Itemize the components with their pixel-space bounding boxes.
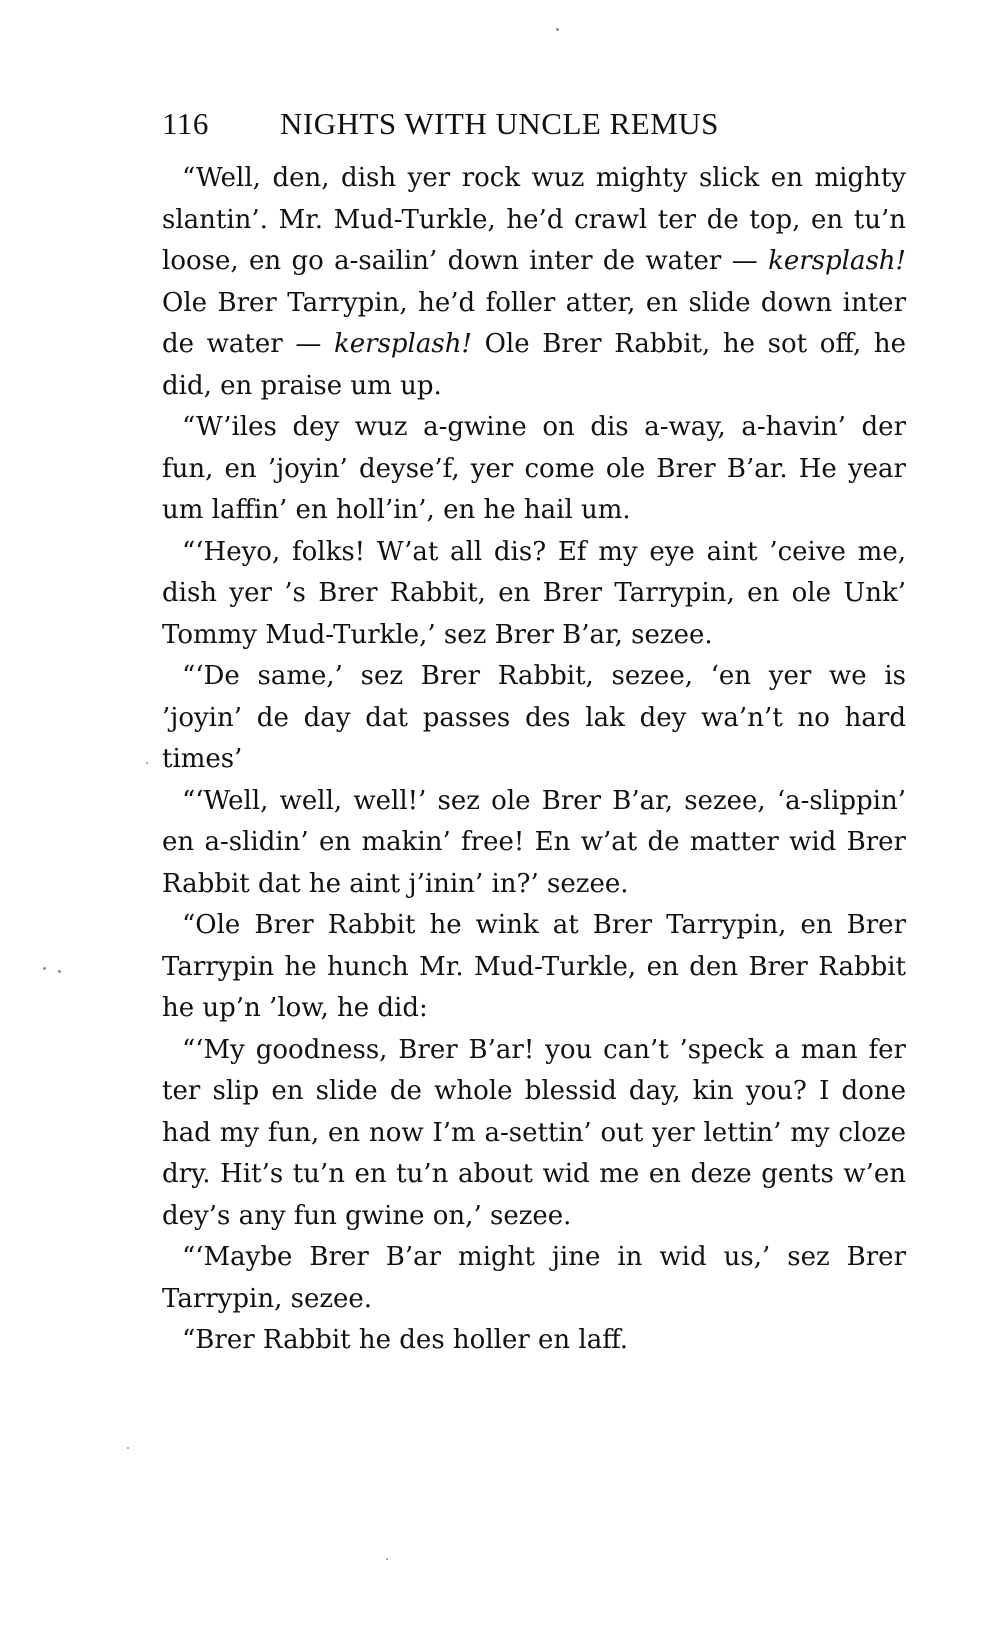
page-number: 116 xyxy=(162,106,209,141)
scan-speck-top xyxy=(556,28,559,31)
scan-speck-lower-2 xyxy=(386,1558,388,1560)
kersplash-emphasis-2: kersplash! xyxy=(334,329,472,359)
scan-speck-left-2 xyxy=(58,970,61,973)
paragraph-1 xyxy=(162,158,906,407)
running-title: NIGHTS WITH UNCLE REMUS xyxy=(280,106,719,141)
scan-speck-margin-1 xyxy=(146,762,148,764)
running-head xyxy=(162,106,802,150)
paragraph-4: “‘De same,’ sez Brer Rabbit, sezee, ‘en yer we is ’joyin’ de day dat passes des lak dey wa’n’t no hard times’ xyxy=(162,661,906,774)
paragraph-1-text-start: “Well, den, dish yer rock wuz mighty slick en mighty slantin’. Mr. Mud-Turkle, he’d crawl ter de top, en tu’n loose, en go a-sailin’ down inter de water — xyxy=(162,163,906,276)
paragraph-5: “‘Well, well, well!’ sez ole Brer B’ar, sezee, ‘a-slippin’ en a-slidin’ en makin’ free! En w’at de matter wid Brer Rabbit dat he aint j’inin’ in?’ sezee. xyxy=(162,785,906,899)
paragraph-1-text-middle: Ole Brer Tarrypin, he’d foller atter, en slide down inter de water — xyxy=(162,287,906,359)
scan-speck-lower-1 xyxy=(127,1447,129,1449)
paragraph-7: “‘My goodness, Brer B’ar! you can’t ’speck a man fer ter slip en slide de whole blessid day, kin you? I done had my fun, en now I’m a-settin’ out yer lettin’ my cloze dry. Hit’s tu’n en tu’n about wid me en deze gents w’en dey’s any fun gwine on,’ sezee. xyxy=(162,1034,906,1231)
paragraph-6: “Ole Brer Rabbit he wink at Brer Tarrypin, en Brer Tarrypin he hunch Mr. Mud-Turkle, en den Brer Rabbit he up’n ’low, he did: xyxy=(162,910,906,1023)
paragraph-3: “‘Heyo, folks! W’at all dis? Ef my eye aint ’ceive me, dish yer ’s Brer Rabbit, en Brer Tarrypin, en ole Unk’ Tommy Mud-Turkle,’ sez Brer B’ar, sezee. xyxy=(162,536,906,650)
paragraph-9: “Brer Rabbit he des holler en laff. xyxy=(182,1325,629,1355)
kersplash-emphasis-1: kersplash! xyxy=(768,246,906,276)
story-text xyxy=(162,158,906,1362)
scan-speck-left-1 xyxy=(43,967,46,970)
paragraph-8: “‘Maybe Brer B’ar might jine in wid us,’ sez Brer Tarrypin, sezee. xyxy=(162,1242,906,1314)
paragraph-2: “W’iles dey wuz a-gwine on dis a-way, a-havin’ der fun, en ’joyin’ deyse’f, yer come ole Brer B’ar. He year um laffin’ en holl’in’, en he hail um. xyxy=(162,412,906,525)
paragraph-1-text-end: Ole Brer Rabbit, he sot off, he did, en praise um up. xyxy=(162,329,906,401)
